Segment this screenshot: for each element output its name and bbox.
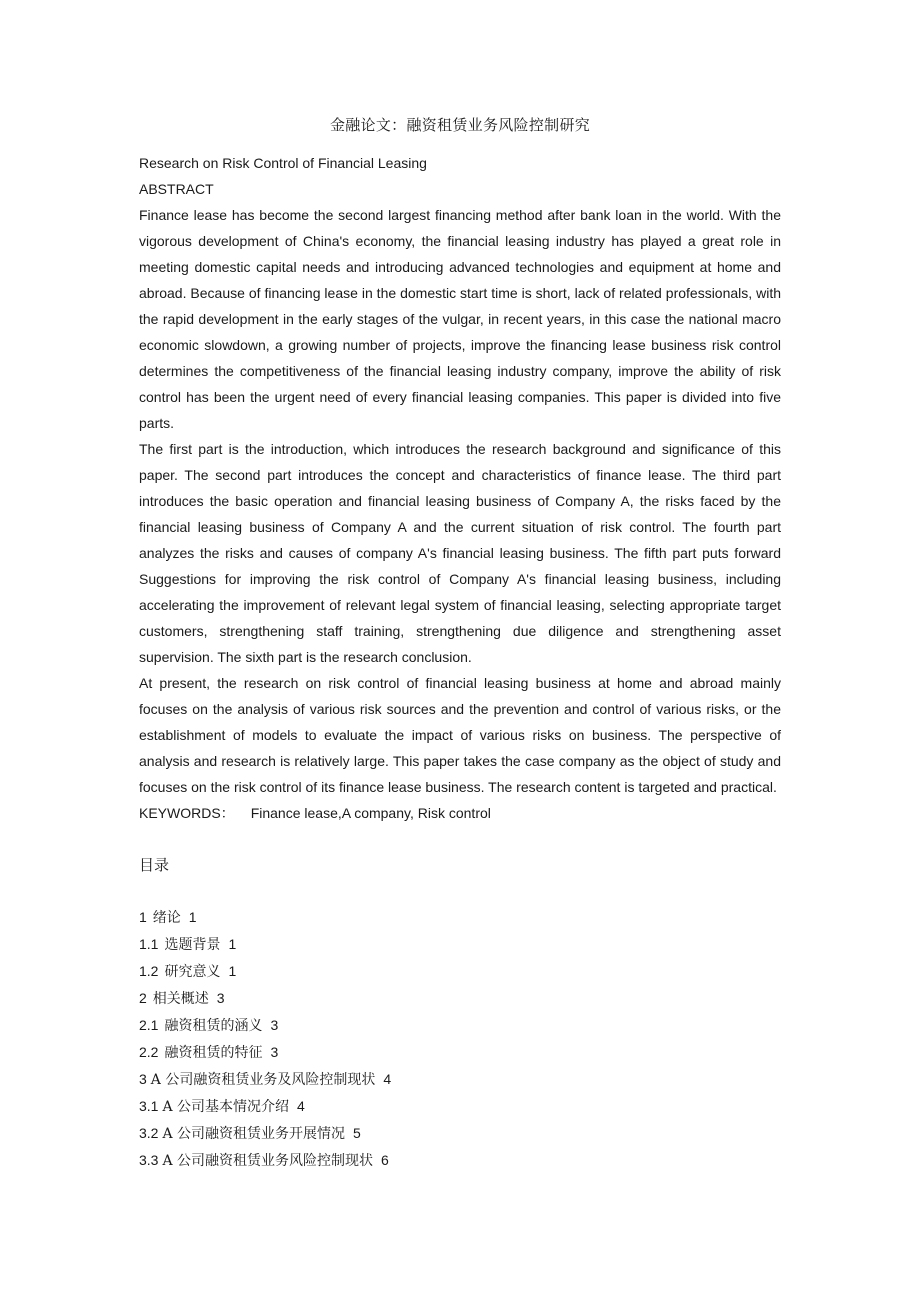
toc-number: 3.2: [139, 1125, 159, 1141]
toc-page: 6: [381, 1152, 389, 1168]
toc-item[interactable]: [139, 1039, 781, 1066]
toc-number: 2.1: [139, 1017, 159, 1033]
toc-text: A 公司融资租赁业务开展情况: [162, 1126, 346, 1142]
toc-number: 1.1: [139, 936, 159, 952]
toc-page: 3: [270, 1017, 279, 1033]
abstract-paragraph-1: Finance lease has become the second largest financing method after bank loan in the world. With the vigorous development of China's economy, the financial leasing industry has played a great role in meeting domestic capital needs and introducing advanced technologies and equipment at home and abroad. Because of financing lease in the domestic start time is short, lack of related professionals, with the rapid development in the early stages of the vulgar, in recent years, in this case the national macro economic slowdown, a growing number of projects, improve the financing lease business risk control determines the competitiveness of the financial leasing industry company, improve the ability of risk control has been the urgent need of every financial leasing companies. This paper is divided into five parts.: [139, 207, 781, 431]
toc-number: 3.1: [139, 1098, 159, 1114]
abstract-heading: ABSTRACT: [139, 181, 214, 197]
toc-number: 3: [139, 1071, 147, 1087]
abstract-paragraph-3: At present, the research on risk control of financial leasing business at home and abroad mainly focuses on the analysis of various risk sources and the prevention and control of various risks, or the establishment of models to evaluate the impact of various risks on business. The perspective of analysis and research is relatively large. This paper takes the case company as the object of study and focuses on the risk control of its finance lease business. The research content is targeted and practical.: [139, 675, 781, 795]
keywords-value: Finance lease,A company, Risk control: [250, 805, 491, 821]
toc-page: 1: [228, 963, 237, 979]
toc-number: 1.2: [139, 963, 159, 979]
toc-item[interactable]: [139, 1093, 781, 1120]
toc-heading: 目录: [139, 856, 170, 874]
toc-text: 融资租赁的涵义: [164, 1018, 263, 1034]
english-title: Research on Risk Control of Financial Leasing: [139, 155, 427, 171]
toc-number: 2.2: [139, 1044, 159, 1060]
toc-page: 5: [353, 1125, 361, 1141]
toc-item[interactable]: [139, 931, 781, 958]
toc-text: A 公司融资租赁业务及风险控制现状: [150, 1072, 376, 1088]
toc-page: 1: [228, 936, 237, 952]
toc-text: 选题背景: [164, 937, 221, 953]
toc-item[interactable]: [139, 904, 781, 931]
toc-number: 1: [139, 909, 147, 925]
toc-item[interactable]: [139, 1066, 781, 1093]
toc-page: 3: [270, 1044, 279, 1060]
toc-page: 3: [216, 990, 225, 1006]
toc-item[interactable]: [139, 958, 781, 985]
document-title: 金融论文：融资租赁业务风险控制研究: [329, 116, 591, 134]
toc-number: 2: [139, 990, 147, 1006]
keywords-label: KEYWORDS：: [139, 805, 235, 821]
toc-text: A 公司融资租赁业务风险控制现状: [162, 1153, 374, 1169]
keywords: [139, 800, 781, 826]
document-page: [139, 112, 781, 1174]
toc-item[interactable]: [139, 1012, 781, 1039]
toc-page: 1: [188, 909, 197, 925]
toc-text: 融资租赁的特征: [164, 1045, 263, 1061]
toc-page: 4: [297, 1098, 305, 1114]
table-of-contents: [139, 904, 781, 1174]
toc-item[interactable]: [139, 985, 781, 1012]
toc-text: A 公司基本情况介绍: [162, 1099, 290, 1115]
toc-item[interactable]: [139, 1147, 781, 1174]
toc-text: 相关概述: [152, 991, 209, 1007]
abstract-paragraph-2: The first part is the introduction, which introduces the research background and significance of this paper. The second part introduces the concept and characteristics of finance lease. The third part introduces the basic operation and financial leasing business of Company A, the risks faced by the financial leasing business of Company A and the current situation of risk control. The fourth part analyzes the risks and causes of company A's financial leasing business. The fifth part puts forward Suggestions for improving the risk control of Company A's financial leasing business, including accelerating the improvement of relevant legal system of financial leasing, selecting appropriate target customers, strengthening staff training, strengthening due diligence and strengthening asset supervision. The sixth part is the research conclusion.: [139, 441, 781, 665]
toc-page: 4: [383, 1071, 392, 1087]
toc-text: 研究意义: [164, 964, 221, 980]
toc-text: 绪论: [152, 910, 181, 926]
toc-item[interactable]: [139, 1120, 781, 1147]
toc-number: 3.3: [139, 1152, 159, 1168]
